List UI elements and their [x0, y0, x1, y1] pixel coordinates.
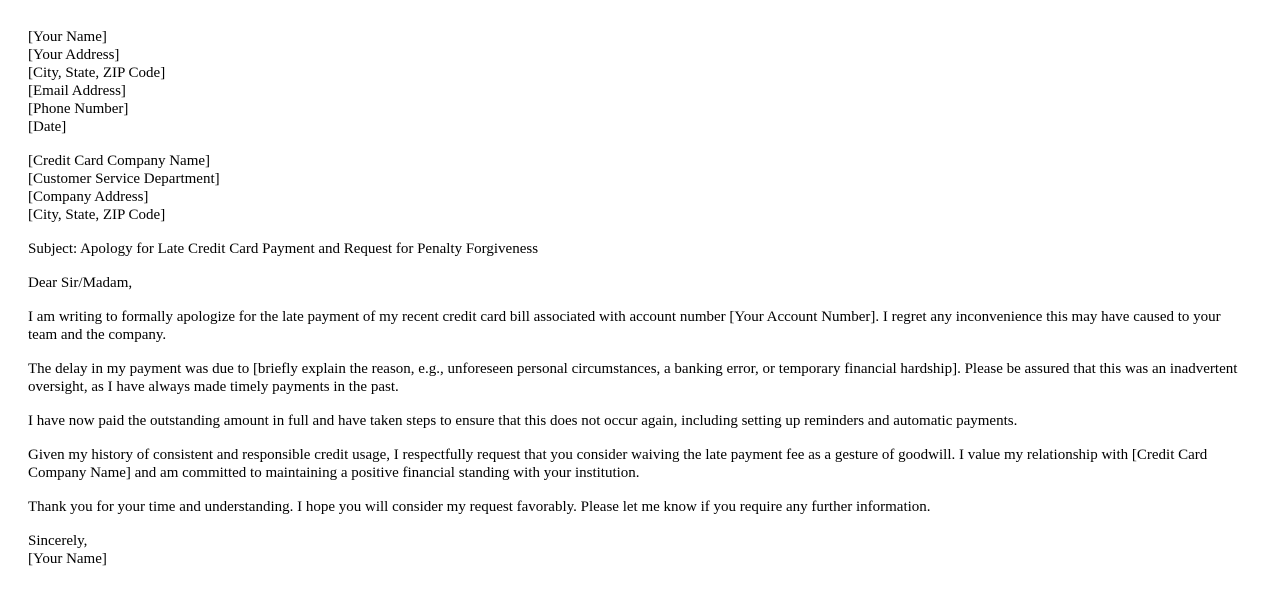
sender-address-block	[28, 28, 1253, 136]
salutation: Dear Sir/Madam,	[28, 275, 133, 291]
sender-email: [Email Address]	[28, 83, 126, 99]
body-paragraph-reason: The delay in my payment was due to [briefly explain the reason, e.g., unforeseen personal circumstances, a banking error, or temporary financial hardship]. Please be assured that this was an inadvertent oversight, as I have always made timely payments in the past.	[28, 361, 1238, 395]
sender-city-state-zip: [City, State, ZIP Code]	[28, 65, 166, 81]
letter-date: [Date]	[28, 119, 67, 135]
body-paragraph-apology: I am writing to formally apologize for the late payment of my recent credit card bill associated with account number [Your Account Number]. I regret any inconvenience this may have caused to your team and the company.	[28, 309, 1221, 343]
valediction: Sincerely,	[28, 533, 88, 549]
recipient-address-block	[28, 152, 1253, 224]
body-paragraph-resolution: I have now paid the outstanding amount in full and have taken steps to ensure that this does not occur again, including setting up reminders and automatic payments.	[28, 413, 1018, 429]
letter-document	[28, 28, 1253, 584]
recipient-address: [Company Address]	[28, 189, 149, 205]
recipient-city-state-zip: [City, State, ZIP Code]	[28, 207, 166, 223]
recipient-department: [Customer Service Department]	[28, 171, 220, 187]
sender-address: [Your Address]	[28, 47, 120, 63]
body-paragraph-thanks: Thank you for your time and understanding. I hope you will consider my request favorably. Please let me know if you require any further information.	[28, 499, 931, 515]
subject-line: Subject: Apology for Late Credit Card Payment and Request for Penalty Forgiveness	[28, 241, 539, 257]
closing-block	[28, 532, 1253, 568]
body-paragraph-request: Given my history of consistent and responsible credit usage, I respectfully request that you consider waiving the late payment fee as a gesture of goodwill. I value my relationship with [Credit Card Company Name] and am committed to maintaining a positive financial standing with your institution.	[28, 447, 1208, 481]
signature-name: [Your Name]	[28, 551, 107, 567]
recipient-company: [Credit Card Company Name]	[28, 153, 211, 169]
sender-name: [Your Name]	[28, 29, 107, 45]
sender-phone: [Phone Number]	[28, 101, 129, 117]
